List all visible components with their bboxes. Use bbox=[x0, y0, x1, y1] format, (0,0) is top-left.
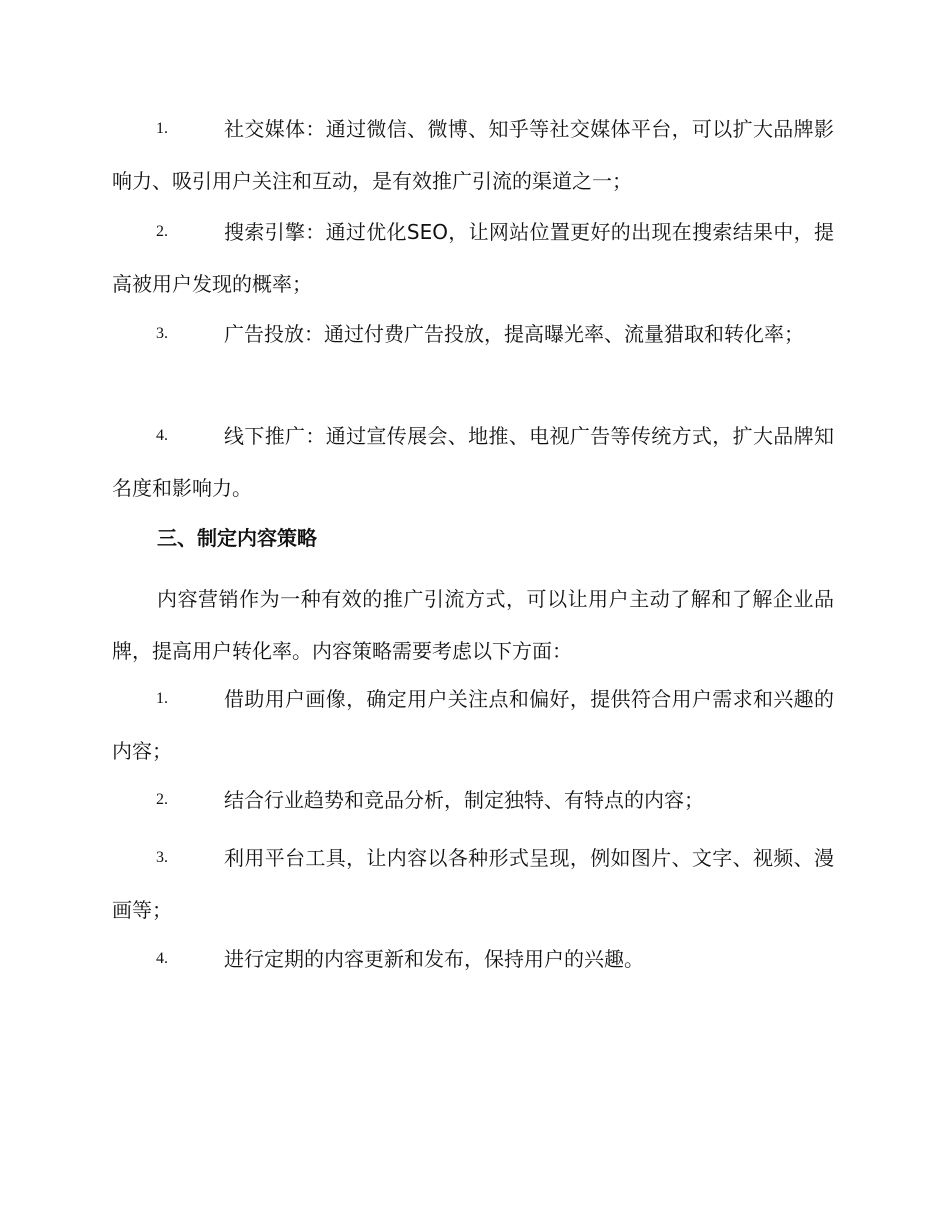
content-item-platform-tools bbox=[112, 832, 834, 936]
list-text: 搜索引擎：通过优化SEO，让网站位置更好的出现在搜索结果中，提高被用户发现的概率； bbox=[112, 220, 834, 296]
list-number: 2. bbox=[156, 791, 168, 808]
section-heading: 三、制定内容策略 bbox=[157, 526, 317, 550]
content-item-trend-analysis bbox=[112, 774, 834, 826]
list-text: 社交媒体：通过微信、微博、知乎等社交媒体平台，可以扩大品牌影响力、吸引用户关注和互动，是有效推广引流的渠道之一； bbox=[112, 117, 834, 193]
channel-item-social-media bbox=[112, 103, 834, 207]
list-text: 利用平台工具，让内容以各种形式呈现，例如图片、文字、视频、漫画等； bbox=[112, 846, 834, 922]
content-item-regular-updates bbox=[112, 933, 834, 985]
channel-item-advertising bbox=[112, 308, 834, 360]
list-text: 借助用户画像，确定用户关注点和偏好，提供符合用户需求和兴趣的内容； bbox=[112, 687, 834, 763]
list-number: 4. bbox=[156, 950, 168, 967]
intro-paragraph: 内容营销作为一种有效的推广引流方式，可以让用户主动了解和了解企业品牌，提高用户转化率。内容策略需要考虑以下方面： bbox=[112, 587, 834, 663]
content-item-user-persona bbox=[112, 673, 834, 777]
list-text: 进行定期的内容更新和发布，保持用户的兴趣。 bbox=[224, 947, 644, 971]
channel-item-offline-promotion bbox=[112, 410, 834, 514]
list-number: 1. bbox=[156, 690, 168, 707]
list-number: 3. bbox=[156, 325, 168, 342]
list-number: 1. bbox=[156, 120, 168, 137]
list-number: 4. bbox=[156, 427, 168, 444]
channel-item-search-engine bbox=[112, 206, 834, 310]
list-number: 2. bbox=[156, 223, 168, 240]
list-text: 广告投放：通过付费广告投放，提高曝光率、流量猎取和转化率； bbox=[224, 322, 804, 346]
list-number: 3. bbox=[156, 849, 168, 866]
list-text: 结合行业趋势和竞品分析，制定独特、有特点的内容； bbox=[224, 788, 704, 812]
list-text: 线下推广：通过宣传展会、地推、电视广告等传统方式，扩大品牌知名度和影响力。 bbox=[112, 424, 834, 500]
